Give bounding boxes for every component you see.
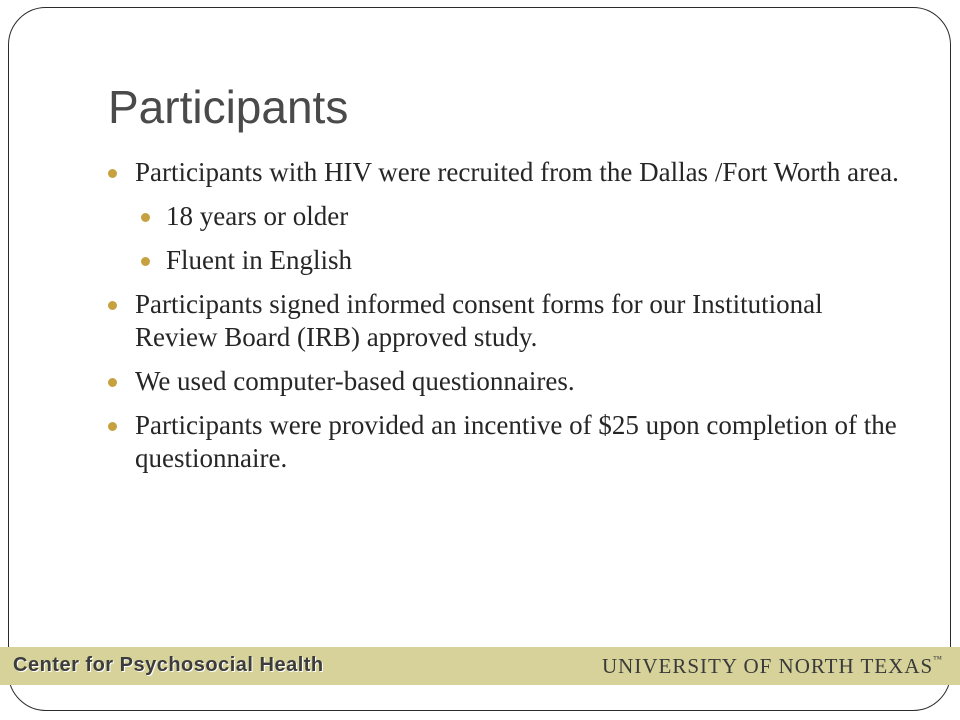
bullet-dot-icon [108, 422, 117, 431]
bullet-text: Participants with HIV were recruited from the Dallas /Fort Worth area. [135, 157, 899, 187]
trademark-mark: ™ [933, 654, 942, 664]
slide-title: Participants [108, 81, 349, 133]
sub-bullet-item [141, 200, 908, 233]
bullet-item [108, 365, 908, 398]
bullet-text: Fluent in English [166, 245, 353, 275]
bullet-text: Participants signed informed consent forms for our Institutional Review Board (IRB) approved study. [135, 289, 823, 352]
bullet-dot-icon [141, 213, 150, 222]
bullet-dot-icon [108, 301, 117, 310]
sub-bullet-item [141, 244, 908, 277]
footer-university-logo [602, 654, 942, 679]
bullet-dot-icon [108, 169, 117, 178]
bullet-item [108, 156, 908, 189]
bullet-text: We used computer-based questionnaires. [135, 366, 575, 396]
bullet-item [108, 288, 908, 354]
bullet-text: 18 years or older [166, 201, 349, 231]
bullet-item [108, 409, 908, 475]
bullet-dot-icon [108, 378, 117, 387]
university-name: UNIVERSITY OF NORTH TEXAS [602, 654, 934, 678]
bullet-text: Participants were provided an incentive of $25 upon completion of the questionnaire. [135, 410, 897, 473]
bullet-list [108, 156, 908, 486]
footer-org-name: Center for Psychosocial Health [13, 654, 324, 676]
bullet-dot-icon [141, 257, 150, 266]
